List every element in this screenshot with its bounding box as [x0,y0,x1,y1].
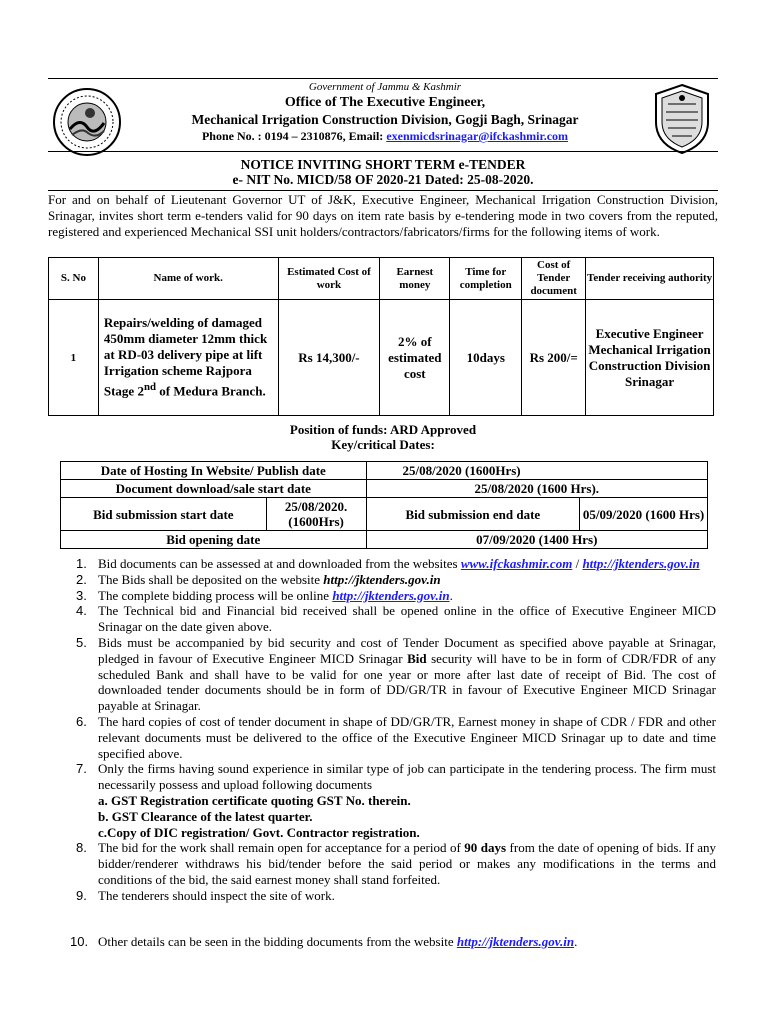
works-table [48,257,714,416]
term-separator: / [572,556,583,571]
key-dates-table [60,461,708,549]
list-spacer [48,904,716,934]
top-rule [48,78,718,79]
hosting-label: Date of Hosting In Website/ Publish date [61,462,367,480]
cell-work-name [98,300,278,416]
bid-end-label: Bid submission end date [366,498,580,531]
bidding-process-link[interactable]: http://jktenders.gov.in [332,587,450,603]
list-item [48,556,716,572]
document-requirement-a: a. GST Registration certificate quoting GST No. therein. [98,792,411,808]
cell-authority: Executive Engineer Mechanical Irrigation Construction Division Srinagar [586,300,714,416]
jktenders-link[interactable]: http://jktenders.gov.in [582,556,700,571]
term-text: The hard copies of cost of tender document in shape of DD/GR/TR, Earnest money in shape of CDR / FDR and other relevant documents must be delivered to the office of the Executive Engineer MICD Srinagar up to date and time specified above. [98,713,716,761]
funds-section [48,422,718,452]
key-dates-title: Key/critical Dates: [331,437,435,452]
list-item [48,840,716,887]
state-emblem-icon [648,82,716,156]
document-requirement-c: c.Copy of DIC registration/ Govt. Contractor registration. [98,824,420,840]
item-number: 3. [76,587,87,603]
item-number: 8. [76,840,87,856]
term-text: Only the firms having sound experience in similar type of job can participate in the tendering process. The firm must necessarily possess and upload following documents [98,761,716,793]
opening-value: 07/09/2020 (1400 Hrs) [366,531,707,549]
list-item [48,635,716,714]
hosting-value: 25/08/2020 (1600Hrs) [366,462,707,480]
ifckashmir-link[interactable]: www.ifckashmir.com [460,556,573,571]
document-requirement-b: b. GST Clearance of the latest quarter. [98,808,313,824]
list-item [48,714,716,761]
col-header-time: Time for completion [450,258,522,300]
table-row [49,300,714,416]
term-text-continued: security will have to be in form of CDR/FDR of any scheduled Bank and shall have to be valid for one year or more after last date of receipt of Bid. The cost of downloaded tender documents should be in form of DD/GR/TR in favour of Executive Engineer MICD Srinagar payable at Srinagar. [98,650,717,714]
term-text: The bid for the work shall remain open for acceptance for a period of [98,840,461,856]
item-number: 5. [76,634,87,650]
notice-heading [48,157,718,187]
cell-doc-cost: Rs 200/= [522,300,586,416]
office-title: Office of The Executive Engineer, [284,95,486,110]
term-text: Bids must be accompanied by bid security and cost of Tender Document as specified above payable at Srinagar, pledged in favour of Executive Engineer MICD Srinagar [98,634,716,666]
cell-earnest: 2% of estimated cost [380,300,450,416]
item-number: 6. [76,713,87,729]
notice-rule [48,190,718,191]
letterhead [130,80,640,144]
intro-paragraph: For and on behalf of Lieutenant Governor UT of J&K, Executive Engineer, Mechanical Irrigation Construction Division, Srinagar, invites short term e-tenders valid for 90 days on item rate basis by e-tendering mode in two covers from the reputed, registered and experienced Mechanical SSI unit holders/contractors/fabricators/firms for the following items of work. [48,192,718,239]
item-number: 10. [70,933,89,949]
list-item [48,603,716,635]
header-rule [48,151,718,152]
department-emblem-icon [52,87,122,157]
bid-start-label: Bid submission start date [61,498,267,531]
bid-start-value: 25/08/2020. (1600Hrs) [266,498,366,531]
download-value: 25/08/2020 (1600 Hrs). [366,480,707,498]
phone-text: Phone No. : 0194 – 2310876, Email: [201,129,384,143]
contact-line [130,128,640,144]
email-link[interactable]: exenmicdsrinagar@ifckashmir.com [386,129,569,143]
term-text: The Bids shall be deposited on the website [98,571,321,587]
list-item: 10. Other details can be seen in the bidding documents from the website http://jktenders.gov.in. [70,933,578,949]
term-text-continued: from the date of opening of bids. If any bidder/renderer withdraws his bid/tender before the said period or makes any modifications in the terms and conditions of the bid, the said earnest money shall stand forfeited. [98,840,717,887]
works-header-row [49,258,714,300]
list-item [48,572,716,588]
government-line: Government of Jammu & Kashmir [308,81,462,93]
cell-time: 10days [450,300,522,416]
cell-cost: Rs 14,300/- [278,300,380,416]
col-header-sno: S. No [49,258,99,300]
term-text: The complete bidding process will be online [98,587,330,603]
download-label: Document download/sale start date [61,480,367,498]
nit-number: e- NIT No. MICD/58 OF 2020-21 Dated: 25-08-2020. [232,172,534,187]
division-name: Mechanical Irrigation Construction Division, Gogji Bagh, Srinagar [191,112,579,127]
item-number: 2. [76,571,87,587]
col-header-authority: Tender receiving authority [586,258,714,300]
list-item: 3. The complete bidding process will be online http://jktenders.gov.in. [76,587,453,603]
list-item [48,761,716,840]
work-name-sup: nd [143,381,156,394]
term-bold: Bid [407,650,427,666]
col-header-cost: Estimated Cost of work [278,258,380,300]
work-name-tail: of Medura Branch. [156,383,266,399]
work-name-text: Repairs/welding of damaged 450mm diameter 12mm thick at RD-03 delivery pipe at lift Irrigation scheme Rajpora Stage 2 [103,315,268,399]
opening-label: Bid opening date [61,531,367,549]
terms-list [48,556,716,949]
dates-row-bid-submission [61,498,708,531]
dates-row-opening [61,531,708,549]
bidding-documents-link[interactable]: http://jktenders.gov.in [456,933,575,949]
dates-row-download [61,480,708,498]
term-bold: 90 days [464,840,507,856]
dates-row-hosting [61,462,708,480]
notice-title: NOTICE INVITING SHORT TERM e-TENDER [240,157,526,172]
term-text: Other details can be seen in the bidding documents from the website [98,933,454,949]
bid-end-value: 05/09/2020 (1600 Hrs) [580,498,708,531]
term-text: The tenderers should inspect the site of work. [98,887,335,903]
item-number: 1. [76,556,87,571]
col-header-doc-cost: Cost of Tender document [522,258,586,300]
term-text: Bid documents can be assessed at and downloaded from the websites [98,556,458,571]
list-item [48,888,716,904]
col-header-earnest: Earnest money [380,258,450,300]
item-number: 4. [76,603,87,619]
cell-sno: 1 [49,300,99,416]
item-number: 7. [76,761,87,777]
funds-position: Position of funds: ARD Approved [289,422,477,437]
col-header-name: Name of work. [98,258,278,300]
term-text: The Technical bid and Financial bid received shall be opened online in the office of Executive Engineer MICD Srinagar on the date given above. [98,603,716,635]
deposit-url: http://jktenders.gov.in [323,571,441,587]
item-number: 9. [76,887,87,903]
